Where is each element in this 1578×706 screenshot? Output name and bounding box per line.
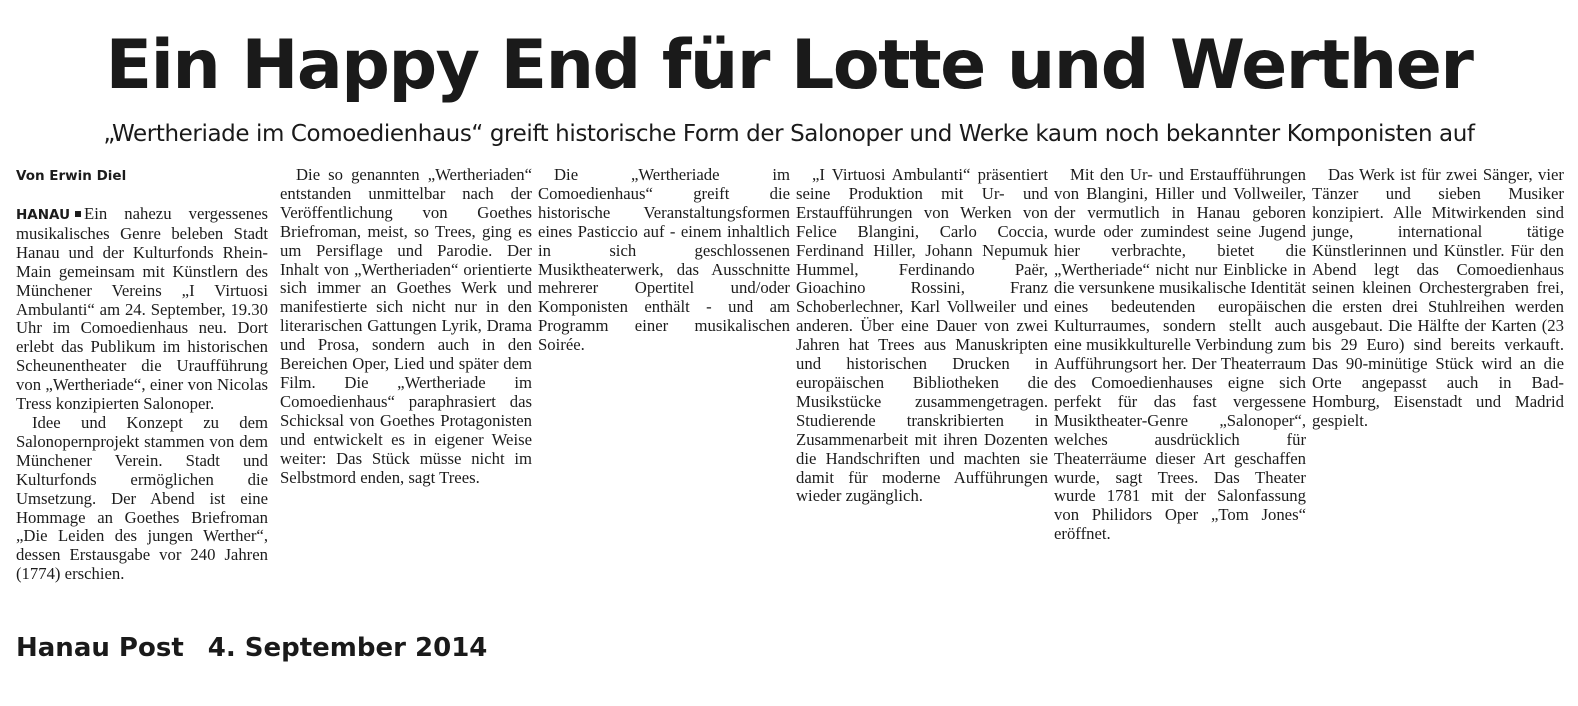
dateline: HANAU xyxy=(16,207,71,223)
subheadline: „Wertheriade im Comoedienhaus“ greift historische Form der Salonoper und Werke kaum noch bekannter Komponisten auf xyxy=(103,121,1475,147)
headline: Ein Happy End für Lotte und Werther xyxy=(105,26,1473,105)
byline: Von Erwin Diel xyxy=(16,168,127,184)
source-line xyxy=(16,630,487,666)
paragraph: Das Werk ist für zwei Sänger, vier Tänzer und sieben Musiker konzipiert. Alle Mitwirkenden sind junge, international tätige Künstlerinnen und Künstler. Für den Abend legt das Comoedienhaus seinen kleinen Orchestergraben frei, die ersten drei Stuhlreihen werden ausgebaut. Die Hälfte der Karten (23 bis 29 Euro) sind bereits verkauft. Das 90-minütige Stück wird an die Orte angepasst auch in Bad-Homburg, Eisenstadt und Madrid gespielt. xyxy=(1312,165,1564,430)
article-column-4 xyxy=(796,166,1048,506)
paragraph: Mit den Ur- und Erstaufführungen von Blangini, Hiller und Vollweiler, der vermutlich in Hanau geboren wurde oder zumindest seine Jugend hier verbrachte, bietet die „Wertheriade“ nicht nur Einblicke in die versunkene musikalische Identität eines bedeutenden europäischen Kulturraumes, sondern stellt auch eine musikkulturelle Verbindung zum Aufführungsort her. Der Theaterraum des Comoedienhauses eigne sich perfekt für das fast vergessene Musiktheater-Genre „Salonoper“, welches ausdrücklich für Theaterräume dieser Art geschaffen wurde, sagt Trees. Das Theater wurde 1781 mit der Salonfassung von Philidors Oper „Tom Jones“ eröffnet. xyxy=(1054,165,1306,544)
publication-name: Hanau Post xyxy=(16,633,184,663)
publication-date: 4. September 2014 xyxy=(207,633,488,663)
article-column-6 xyxy=(1312,166,1564,431)
paragraph-text: Ein nahezu vergessenes musikalisches Genre beleben Stadt Hanau und der Kulturfonds Rhein-Main gemeinsam mit Künstlern des Münchener Vereins „I Virtuosi Ambulanti“ am 24. September, 19.30 Uhr im Comoedienhaus neu. Dort erlebt das Publikum im historischen Scheunentheater die Uraufführung von „Wertheriade“, einer von Nicolas Tress konzipierten Salonoper. xyxy=(16,204,268,414)
article-column-5 xyxy=(1054,166,1306,544)
paragraph: Die so genannten „Wertheriaden“ entstanden unmittelbar nach der Veröffentlichung von Goethes Briefroman, meist, so Trees, ging es um Persiflage und Parodie. Der Inhalt von „Wertheriaden“ orientierte sich immer an Goethes Werk und manifestierte sich nicht nur in den literarischen Gattungen Lyrik, Drama und Prosa, sondern auch in den Bereichen Oper, Lied und später dem Film. Die „Wertheriade im Comoedienhaus“ paraphrasiert das Schicksal von Goethes Protagonisten und entwickelt es in eigener Weise weiter: Das Stück müsse nicht im Selbstmord enden, sagt Trees. xyxy=(280,165,532,487)
lead-paragraph xyxy=(16,205,268,414)
paragraph: „I Virtuosi Ambulanti“ präsentiert seine Produktion mit Ur- und Erstaufführungen von Werken von Felice Blangini, Carlo Coccia, Ferdinand Hiller, Johann Nepumuk Hummel, Ferdinando Paër, Gioachino Rossini, Franz Schoberlechner, Karl Vollweiler und anderen. Über eine Dauer von zwei Jahren hat Trees aus Manuskripten und historischen Drucken in europäischen Bibliotheken die Musikstücke zusammengetragen. Studierende transkribierten in Zusammenarbeit mit ihren Dozenten die Handschriften und machten sie damit für moderne Aufführungen wieder zugänglich. xyxy=(796,165,1048,506)
article-column-2 xyxy=(280,166,532,487)
dateline-square-icon xyxy=(75,211,81,217)
article-column-3 xyxy=(538,166,790,355)
article-column-1 xyxy=(16,166,268,584)
paragraph: Idee und Konzept zu dem Salonopernprojekt stammen von dem Münchener Verein. Stadt und Kulturfonds ermöglichen die Umsetzung. Der Abend ist eine Hommage an Goethes Briefroman „Die Leiden des jungen Werther“, dessen Erstausgabe vor 240 Jahren (1774) erschien. xyxy=(16,412,268,584)
paragraph: Die „Wertheriade im Comoedienhaus“ greift die historische Veranstaltungsformen eines Pasticcio auf - einem inhaltlich in sich geschlossenen Musiktheaterwerk, das Ausschnitte mehrerer Opertitel und/oder Komponisten enthält - und am Programm einer musikalischen Soirée. xyxy=(538,165,790,355)
